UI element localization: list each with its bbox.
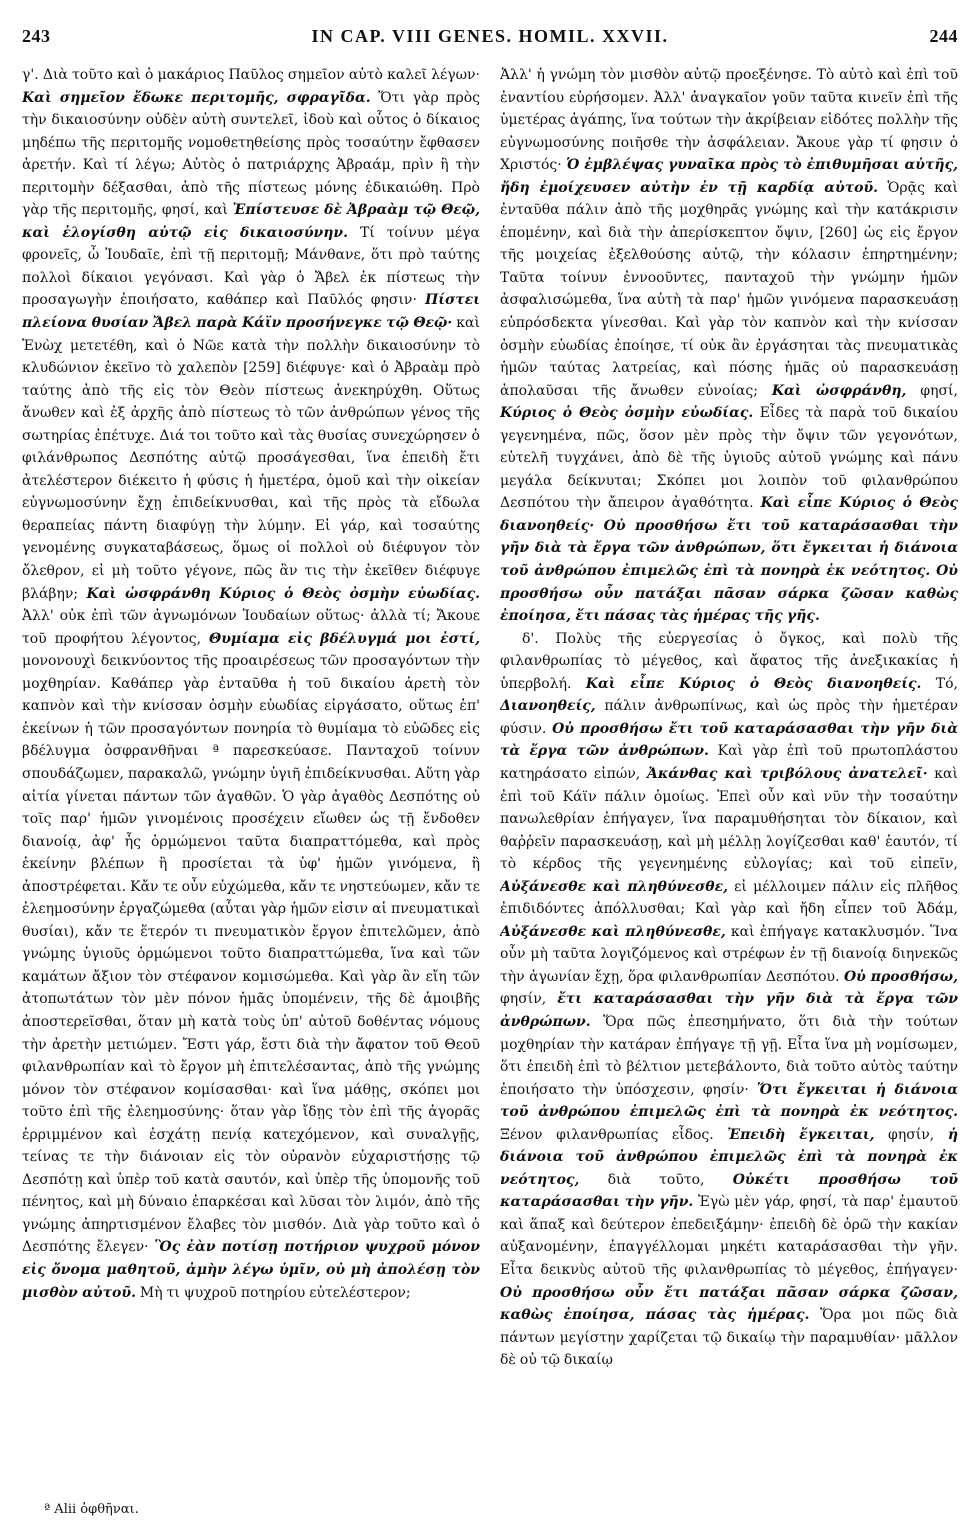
scripture-quote: Καὶ ὠσφράνθη Κύριος ὁ Θεὸς ὀσμὴν εὐωδίας. xyxy=(86,585,480,602)
right-column xyxy=(500,64,958,1502)
text-run: Ἐγὼ μὲν γάρ, φησί, τὰ παρ' ἐμαυτοῦ καὶ ἅπαξ καὶ δεύτερον ἐπεδειξάμην· ἐπειδὴ δὲ ὁρῶ τὴν κακίαν αὐξανομένην, ἐπαγγέλλομαι μηκέτι καταράσασθαι τὴν γῆν. Εἶτα δεικνὺς αὐτοῦ τῆς φιλανθρωπίας τὸ μέγεθος, ἐπήγαγεν· xyxy=(500,1194,958,1278)
scripture-quote: Ὁ ἐμβλέψας γυναῖκα πρὸς τὸ ἐπιθυμῆσαι αὐτῆς, ἤδη ἐμοίχευσεν αὐτὴν ἐν τῇ καρδίᾳ αὐτοῦ. xyxy=(500,157,958,196)
text-run: γ'. Διὰ τοῦτο καὶ ὁ μακάριος Παῦλος σημεῖον αὐτὸ καλεῖ λέγων· xyxy=(22,67,480,83)
page-number-right: 244 xyxy=(929,26,958,46)
scripture-quote: Αὐξάνεσθε καὶ πληθύνεσθε, xyxy=(500,878,728,895)
scripture-quote: Ὃς ἐὰν ποτίσῃ ποτήριον ψυχροῦ μόνον εἰς ὄνομα μαθητοῦ, ἀμὴν λέγω ὑμῖν, οὐ μὴ ἀπολέσῃ τὸν μισθὸν αὐτοῦ. xyxy=(22,1239,480,1301)
text-run: δ'. Πολὺς τῆς εὐεργεσίας ὁ ὄγκος, καὶ πολὺ τῆς φιλανθρωπίας τὸ μέγεθος, καὶ ἄφατος τῆς ἀνεξικακίας ἡ ὑπερβολή. xyxy=(500,630,958,692)
text-run: φησί, xyxy=(906,382,958,399)
running-title: IN CAP. VIII GENES. HOMIL. XXVII. xyxy=(311,26,669,46)
text-run: Ὅτι γὰρ πρὸς τὴν δικαιοσύνην οὐδὲν αὐτὴ συντελεῖ, ἰδοὺ καὶ οὗτος ὁ δίκαιος μηδέπω τῆς περιτομῆς νομοθετηθείσης πρὸς τοσαύτην ἔφθασεν ἀρετήν. Καὶ τί λέγω; Αὐτὸς ὁ πατριάρχης Ἀβραάμ, πρὶν ἢ τὴν περιτομὴν δέξασθαι, ἀπὸ τῆς πίστεως μόνης ἐδικαιώθη. Πρὸ γὰρ τῆς περιτομῆς, φησί, καὶ xyxy=(22,89,480,219)
page-number-left: 243 xyxy=(22,26,51,46)
text-run: καὶ ἐπήγαγε κατακλυσμόν. Ἵνα οὖν μὴ ταῦτα λογιζόμενος καὶ στρέφων ἐν τῇ διανοίᾳ διηνεκῶς τὴν ἀγωνίαν ἔχῃ, ὅρα φιλανθρωπίαν Δεσπότου. xyxy=(500,923,958,985)
scripture-quote: Ἐπίστευσε δὲ Ἀβραὰμ τῷ Θεῷ, καὶ ἐλογίσθη αὐτῷ εἰς δικαιοσύνην. xyxy=(22,202,480,241)
scripture-quote: Θυμίαμα εἰς βδέλυγμά μοι ἐστί, xyxy=(209,630,480,647)
text-run: μονονουχὶ δεικνύοντος τῆς προαιρέσεως τῶν προσαγόντων τὴν μοχθηρίαν. Καθάπερ γὰρ ἐνταῦθα ἡ τοῦ δικαίου ἀρετὴ τὸν καπνὸν καὶ τὴν κνίσσαν ὀσμὴν εὐωδίας εἰργάσατο, οὕτως ἐπ' ἐκείνων ἡ τῶν προσαγόντων πονηρία τὸ θυμίαμα τὸ εὐῶδες εἰς βδέλυγμα ὀσφρανθῆναι ª παρεσκεύασε. Πανταχοῦ τοίνυν σπουδάζωμεν, παρακαλῶ, γνώμην ὑγιῆ ἐπιδείκνυσθαι. Αὕτη γὰρ αἰτία γίνεται πάντων τῶν ἀγαθῶν. Ὁ γὰρ ἀγαθὸς Δεσπότης οὐ τοῖς παρ' ἡμῶν γινομένοις προσέχειν εἴωθεν ὡς τῇ ἔνδοθεν διανοίᾳ, ἀφ' ἧς ὁρμώμενοι ταῦτα διαπραττόμεθα, καὶ πρὸς ἐκείνην βλέπων ἢ προσίεται τὰ ὑφ' ἡμῶν γινόμενα, ἢ ἀποστρέφεται. Κἄν τε οὖν εὐχώμεθα, κἄν τε νηστεύωμεν, κἄν τε ἐλεημοσύνην ἐργαζώμεθα (αὗται γὰρ ἡμῶν εἰσιν αἱ πνευματικαὶ θυσίαι), κἄν τε ἕτερόν τι πνευματικὸν ἔργον ἐπιτελῶμεν, ἀπὸ γνώμης ὑγιοῦς ὁρμώμενοι τοῦτο διαπραττώμεθα, ἵνα καὶ τῶν καμάτων ἄξιον τὸν στέφανον κομισώμεθα. Καὶ γὰρ ἂν εἴη τῶν ἀτοπωτάτων τὸν μὲν πόνον ἡμᾶς ὑπομένειν, τῆς δὲ ἀμοιβῆς ἀποστερεῖσθαι, ὅταν μὴ κατὰ τοὺς ὑπ' αὐτοῦ δοθέντας νόμους τὴν ἀρετὴν μετιώμεν. Ἔστι γάρ, ἔστι διὰ τὴν ἄφατον τοῦ Θεοῦ φιλανθρωπίαν καὶ τὸ ἔργον μὴ ἐπιτελέσαντας, ἀπὸ τῆς γνώμης μόνον τὸν στέφανον κομίσασθαι· καὶ ἵνα μάθῃς, σκόπει μοι τοῦτο ἐπὶ τῆς ἐλεημοσύνης· ὅταν γὰρ ἴδῃς τὸν ἐπὶ τῆς ἀγορᾶς ἐρριμμένον καὶ ἐσχάτῃ πενίᾳ κατεχόμενον, καὶ συναλγῇς, τείνας τε τὴν διάνοιαν εἰς τὸν οὐρανὸν εὐχαριστήσῃς τῷ Δεσπότῃ καὶ ὑπὲρ τοῦ κατὰ σαυτόν, καὶ ὑπὲρ τῆς ὑπομονῆς τοῦ πένητος, καὶ μὴ δύναιο ἐπαρκέσαι καὶ λῦσαι τὸν λιμόν, ἀπὸ τῆς γνώμης ἀπηρτισμένον ἔλαβες τὸν μισθόν. Διὰ γὰρ τοῦτο καὶ ὁ Δεσπότης ἔλεγεν· xyxy=(22,653,480,1256)
text-run: Ξένον φιλανθρωπίας εἶδος. xyxy=(500,1126,728,1143)
scripture-quote: Καὶ σημεῖον ἔδωκε περιτομῆς, σφραγῖδα. xyxy=(22,89,371,106)
scripture-quote: ἔτι καταράσασθαι τὴν γῆν διὰ τὰ ἔργα τῶν ἀνθρώπων. xyxy=(500,991,958,1030)
text-run: εἰ μέλλοιμεν πάλιν εἰς πλῆθος ἐπιδιδόντες ἀπόλλυσθαι; Καὶ γὰρ καὶ ἤδη εἶπεν τοῦ Ἀδάμ, xyxy=(500,878,958,918)
scripture-quote: Καὶ εἶπε Κύριος ὁ Θεὸς διανοηθείς· Οὐ προσθήσω ἔτι τοῦ καταράσασθαι τὴν γῆν διὰ τὰ ἔργα τῶν ἀνθρώπων, ὅτι ἔγκειται ἡ διάνοια τοῦ ἀνθρώπου ἐπιμελῶς ἐπὶ τὰ πονηρὰ ἐκ νεότητος. Οὐ προσθήσω οὖν πατάξαι πᾶσαν σάρκα ζῶσαν καθὼς ἐποίησα, ἔτι πάσας τὰς ἡμέρας τῆς γῆς. xyxy=(500,495,958,625)
text-run: Ἀλλ' οὐκ ἐπὶ τῶν ἀγνωμόνων Ἰουδαίων οὕτως· ἀλλὰ τί; Ἄκουε τοῦ προφήτου λέγοντος, xyxy=(22,608,480,647)
scripture-quote: Οὐ προσθήσω ἔτι τοῦ καταράσασθαι τὴν γῆν διὰ τὰ ἔργα τῶν ἀνθρώπων. xyxy=(500,720,958,760)
text-run: καὶ Ἐνὼχ μετετέθη, καὶ ὁ Νῶε κατὰ τὴν πολλὴν δικαιοσύνην τὸ κλυδώνιον ἐκεῖνο τὸ χαλεπὸν [259] διέφυγε· καὶ ὁ Ἀβραὰμ πρὸ ταύτης ἀπὸ τῆς εἰς τὸν Θεὸν πίστεως ἀνεκηρύχθη. Οὕτως ἄνωθεν καὶ ἐξ ἀρχῆς ἀπὸ πίστεως τὸ τῶν ἀνθρώπων γένος τῆς σωτηρίας ἐπέτυχε. Διά τοι τοῦτο καὶ τὰς θυσίας συνεχώρησεν ὁ φιλάνθρωπος Δεσπότης αὐτῷ προσάγεσθαι, ἵνα ἐπειδὴ ἔτι ἀτελέστερον διέκειτο ἡ φύσις ἡ ἡμετέρα, ὁμοῦ καὶ τὴν οἰκείαν εὐγνωμοσύνην ἔχῃ ἐπιδείκνυσθαι, καὶ τῆς πρὸς τὰ εἴδωλα θεραπείας πάντη διαφύγῃ τὴν λύμην. Εἰ γάρ, καὶ τοσαύτης γενομένης συγκαταβάσεως, ὅμως οἱ πολλοὶ οὐ διέφυγον τὸν ὄλεθρον, εἰ μὴ τοῦτο γέγονε, πῶς ἂν τις τὴν ἐκεῖθεν διέφυγε βλάβην; xyxy=(22,315,480,602)
running-head xyxy=(22,26,958,54)
text-columns xyxy=(22,64,958,1502)
text-run: Ὁρᾷς καὶ ἐνταῦθα πάλιν ἀπὸ τῆς μοχθηρᾶς γνώμης καὶ τὴν κατάκρισιν ἑπομένην, καὶ διὰ τὴν ἀπερίσκεπτον ὄψιν, [260] ὡς εἰς ἔργον τῆς μοιχείας ἐξελθούσης αὐτῷ, τὴν κόλασιν ἐπηρτημένην; Ταῦτα τοίνυν ἐννοοῦντες, πανταχοῦ τὴν γνώμην ἡμῶν ἀσφαλισώμεθα, ἵνα αὐτὴ τὰ παρ' ἡμῶν γινόμενα παρασκευάσῃ εὐπρόσδεκτα γίνεσθαι. Καὶ γὰρ τὸν καπνὸν καὶ τὴν κνίσσαν ὀσμὴν εὐωδίας ἐποίησε, τί οὐκ ἂν ἐργάσηται τὰς πνευματικὰς ἡμῶν ταύτας λατρείας, καὶ πόσης ἡμᾶς οὐ παρασκευάσῃ ἀπολαῦσαι τῆς ἄνωθεν εὐνοίας; xyxy=(500,179,958,399)
scripture-quote: Πίστει πλείονα θυσίαν Ἄβελ παρὰ Κάϊν προσήνεγκε τῷ Θεῷ· xyxy=(22,292,480,332)
text-run: Ὅρα μοι πῶς διὰ πάντων μεγίστην χαρίζεται τῷ δικαίῳ τὴν παραμυθίαν· μᾶλλον δὲ οὐ τῷ δικαίῳ xyxy=(500,1307,958,1369)
text-run: Καὶ γὰρ ἐπὶ τοῦ πρωτοπλάστου κατηράσατο εἰπών, xyxy=(500,743,958,782)
left-column xyxy=(22,64,480,1502)
text-run: πάλιν ἀνθρωπίνως, καὶ ὡς πρὸς τὴν ἡμετέραν φύσιν. xyxy=(500,698,958,737)
scripture-quote: Ἐπειδὴ ἔγκειται, xyxy=(727,1126,875,1143)
scripture-quote: Καὶ ὠσφράνθη, xyxy=(771,382,907,399)
scripture-quote: Οὐκέτι προσθήσω τοῦ καταράσασθαι τὴν γῆν. xyxy=(500,1171,958,1211)
scripture-quote: Ἀκάνθας καὶ τριβόλους ἀνατελεῖ· xyxy=(646,765,928,782)
text-run: φησίν, xyxy=(500,991,558,1008)
text-run: Τό, xyxy=(921,675,958,692)
scripture-quote: ἡ διάνοια τοῦ ἀνθρώπου ἐπιμελῶς ἐπὶ τὰ πονηρὰ ἐκ νεότητος, xyxy=(500,1126,958,1188)
text-run: Εἶδες τὰ παρὰ τοῦ δικαίου γεγενημένα, πῶς, ὅσον μὲν πρὸς τὴν ὄψιν τῶν γεγονότων, εὐτελῆ τυγχάνει, ἀπὸ δὲ τῆς ὑγιοῦς αὐτοῦ γνώμης καὶ πάνυ μεγάλα δείκνυται; Σκόπει μοι λοιπὸν τοῦ φιλανθρώπου Δεσπότου τὴν ἄπειρον ἀγαθότητα. xyxy=(500,405,958,512)
text-run: Τί τοίνυν μέγα φρονεῖς, ὦ Ἰουδαῖε, ἐπὶ τῇ περιτομῇ; Μάνθανε, ὅτι πρὸ ταύτης πολλοὶ δίκαιοι γεγόνασι. Καὶ γὰρ ὁ Ἄβελ ἐκ πίστεως τὴν προσαγωγὴν ἐποιήσατο, καθάπερ καὶ Παῦλός φησιν· xyxy=(22,224,480,309)
scripture-quote: Καὶ εἶπε Κύριος ὁ Θεὸς διανοηθείς. xyxy=(585,675,922,692)
text-run: Ὅρα πῶς ἐπεσημήνατο, ὅτι διὰ τὴν τούτων μοχθηρίαν τὴν κατάραν ἐπήγαγε τῇ γῇ. Εἶτα ἵνα μὴ νομίσωμεν, ὅτι ἐπειδὴ ἐπὶ τὸ βέλτιον μετεβάλοντο, διὰ τοῦτο αὐτὸς ταύτην ἐποιήσατο τὴν ὑπόσχεσιν, φησίν· xyxy=(500,1013,958,1098)
text-run: Ἀλλ' ἡ γνώμη τὸν μισθὸν αὐτῷ προεξένησε. Τὸ αὐτὸ καὶ ἐπὶ τοῦ ἐναντίου εὑρήσομεν. Ἀλλ' ἀναγκαῖον γοῦν ταῦτα κινεῖν ἐπὶ τῆς ὑμετέρας ἀγάπης, ἵνα τούτων τὴν ἀκρίβειαν εἰδότες πολλὴν τῆς εὐγνωμοσύνης ποιῆσθε τὴν ἀσφάλειαν. Ἄκουε γὰρ τί φησιν ὁ Χριστός· xyxy=(500,67,958,174)
footnote: ª Alii ὀφθῆναι. xyxy=(44,1502,139,1517)
scripture-quote: Ὅτι ἔγκειται ἡ διάνοια τοῦ ἀνθρώπου ἐπιμελῶς ἐπὶ τὰ πονηρὰ ἐκ νεότητος. xyxy=(500,1081,958,1121)
scripture-quote: Οὐ προσθήσω, xyxy=(843,968,958,985)
scripture-quote: Οὐ προσθήσω οὖν ἔτι πατάξαι πᾶσαν σάρκα ζῶσαν, καθὼς ἐποίησα, πάσας τὰς ἡμέρας. xyxy=(500,1284,958,1324)
scripture-quote: Κύριος ὁ Θεὸς ὀσμὴν εὐωδίας. xyxy=(500,405,754,422)
text-run: καὶ ἐπὶ τοῦ Κάϊν πάλιν ὁμοίως. Ἐπεὶ οὖν καὶ νῦν τὴν τοσαύτην πανωλεθρίαν ἐπήγαγεν, ἵνα παραμυθήσηται τὸν δίκαιον, καὶ θαῤῥεῖν παρασκευάσῃ, καὶ μὴ μέλλῃ λογίζεσθαι καθ' ἑαυτόν, τί τὸ κέρδος τῆς γεγενημένης εὐλογίας; καὶ τοῦ εἰπεῖν, xyxy=(500,765,958,873)
paragraph xyxy=(500,64,958,628)
text-run: διὰ τοῦτο, xyxy=(579,1171,733,1188)
scripture-quote: Αὐξάνεσθε καὶ πληθύνεσθε, xyxy=(500,923,726,940)
text-run: Μὴ τι ψυχροῦ ποτηρίου εὐτελέστερον; xyxy=(135,1284,411,1301)
text-run: φησίν, xyxy=(874,1126,948,1143)
scripture-quote: Διανοηθείς, xyxy=(500,698,596,715)
paragraph xyxy=(22,64,480,1304)
paragraph xyxy=(500,628,958,1372)
